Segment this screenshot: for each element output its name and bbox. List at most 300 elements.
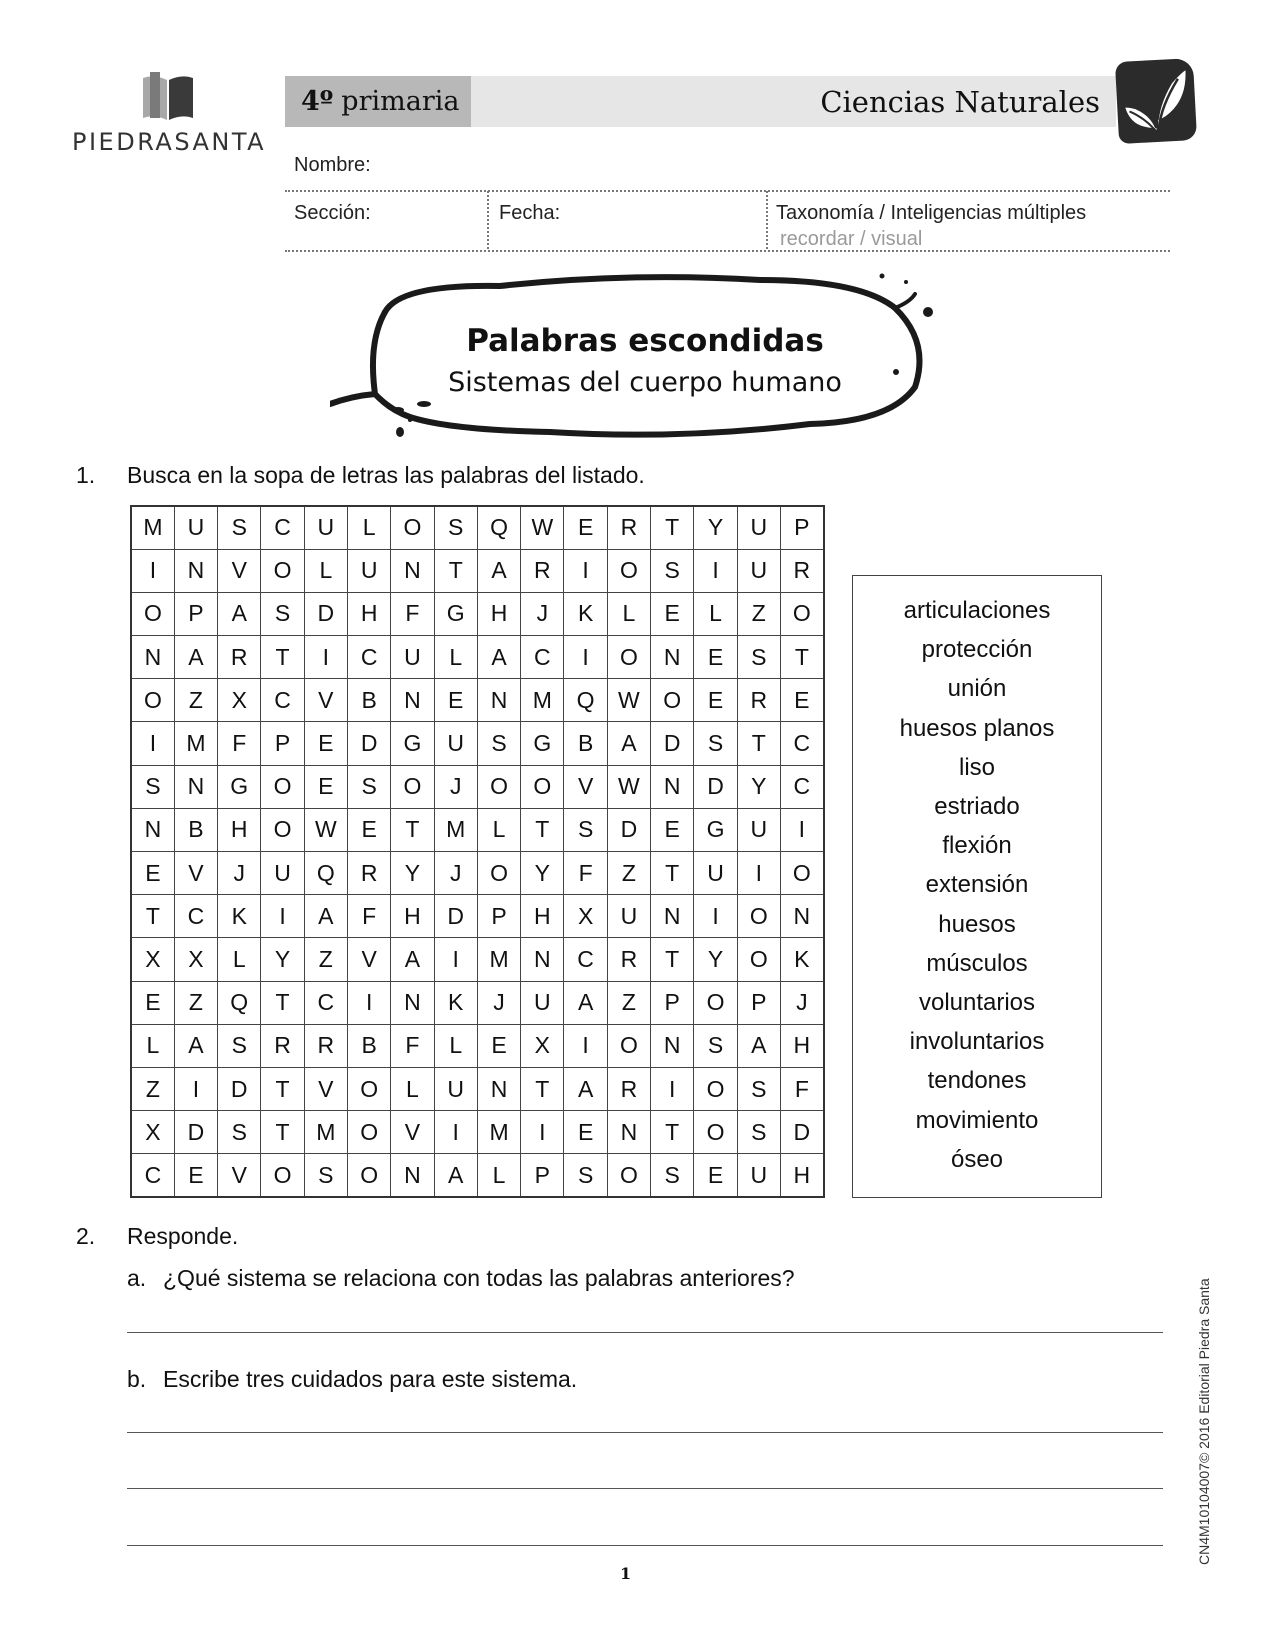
grid-letter-cell[interactable]: M — [521, 679, 564, 722]
grid-letter-cell[interactable]: J — [521, 592, 564, 635]
grid-letter-cell[interactable]: Y — [694, 506, 737, 549]
grid-letter-cell[interactable]: P — [477, 895, 520, 938]
grid-letter-cell[interactable]: S — [737, 1067, 780, 1110]
grid-row — [131, 1111, 824, 1154]
grid-letter-cell[interactable]: Q — [218, 981, 261, 1024]
grid-letter-cell[interactable]: C — [304, 981, 347, 1024]
book-logo-icon — [140, 72, 196, 122]
grid-letter-cell[interactable]: S — [347, 765, 390, 808]
grid-letter-cell[interactable]: N — [391, 549, 434, 592]
grid-letter-cell[interactable]: X — [131, 938, 174, 981]
grid-letter-cell[interactable]: A — [218, 592, 261, 635]
grid-letter-cell[interactable]: Q — [304, 852, 347, 895]
grid-letter-cell[interactable]: S — [651, 549, 694, 592]
grid-letter-cell[interactable]: I — [131, 549, 174, 592]
grid-letter-cell[interactable]: A — [434, 1154, 477, 1197]
grid-letter-cell[interactable]: A — [564, 981, 607, 1024]
grid-letter-cell[interactable]: C — [780, 765, 823, 808]
grid-letter-cell[interactable]: T — [521, 1067, 564, 1110]
grid-letter-cell[interactable]: M — [477, 1111, 520, 1154]
grid-letter-cell[interactable]: I — [521, 1111, 564, 1154]
word-list-item: unión — [947, 675, 1007, 703]
grid-letter-cell[interactable]: S — [477, 722, 520, 765]
grid-letter-cell[interactable]: F — [347, 895, 390, 938]
grid-letter-cell[interactable]: I — [564, 549, 607, 592]
answer-line[interactable] — [127, 1488, 1163, 1489]
grid-letter-cell[interactable]: U — [737, 808, 780, 851]
word-list-item: involuntarios — [909, 1028, 1045, 1056]
grid-letter-cell[interactable]: D — [347, 722, 390, 765]
grid-letter-cell[interactable]: I — [564, 636, 607, 679]
grid-letter-cell[interactable]: I — [131, 722, 174, 765]
grid-letter-cell[interactable]: K — [434, 981, 477, 1024]
worksheet-title: Palabras escondidas — [466, 323, 824, 359]
grid-letter-cell[interactable]: M — [304, 1111, 347, 1154]
copyright-text: CN4M10104007© 2016 Editorial Piedra Santa — [1196, 1278, 1212, 1565]
grid-letter-cell[interactable]: W — [304, 808, 347, 851]
grid-letter-cell[interactable]: E — [694, 1154, 737, 1197]
grid-letter-cell[interactable]: V — [174, 852, 217, 895]
grid-letter-cell[interactable]: R — [607, 938, 650, 981]
word-list-item: articulaciones — [903, 597, 1051, 624]
grid-letter-cell[interactable]: Y — [737, 765, 780, 808]
grid-letter-cell[interactable]: K — [780, 938, 823, 981]
grid-row — [131, 679, 824, 722]
grid-row — [131, 1067, 824, 1110]
grid-letter-cell[interactable]: O — [261, 549, 304, 592]
grid-letter-cell[interactable]: O — [607, 636, 650, 679]
grid-letter-cell[interactable]: G — [391, 722, 434, 765]
grid-letter-cell[interactable]: S — [694, 722, 737, 765]
grid-letter-cell[interactable]: Z — [174, 981, 217, 1024]
grid-letter-cell[interactable]: G — [434, 592, 477, 635]
grid-letter-cell[interactable]: L — [131, 1024, 174, 1067]
grid-letter-cell[interactable]: R — [218, 636, 261, 679]
grid-letter-cell[interactable]: B — [347, 679, 390, 722]
grid-letter-cell[interactable]: T — [261, 1111, 304, 1154]
grid-letter-cell[interactable]: L — [434, 1024, 477, 1067]
grid-letter-cell[interactable]: R — [607, 506, 650, 549]
grid-letter-cell[interactable]: I — [694, 895, 737, 938]
grid-letter-cell[interactable]: O — [477, 765, 520, 808]
word-list — [852, 575, 1102, 1198]
grid-letter-cell[interactable]: O — [694, 981, 737, 1024]
grid-letter-cell[interactable]: U — [521, 981, 564, 1024]
grid-letter-cell[interactable]: O — [694, 1111, 737, 1154]
grid-letter-cell[interactable]: P — [521, 1154, 564, 1197]
grid-letter-cell[interactable]: U — [434, 1067, 477, 1110]
answer-line[interactable] — [127, 1545, 1163, 1546]
grid-letter-cell[interactable]: U — [607, 895, 650, 938]
grid-letter-cell[interactable]: L — [694, 592, 737, 635]
subject-title: Ciencias Naturales — [471, 76, 1116, 127]
brand-name: PIEDRASANTA — [72, 128, 267, 156]
grid-letter-cell[interactable]: R — [607, 1067, 650, 1110]
grid-letter-cell[interactable]: N — [477, 1067, 520, 1110]
grid-letter-cell[interactable]: Y — [261, 938, 304, 981]
word-list-item: protección — [921, 636, 1033, 664]
grid-letter-cell[interactable]: E — [131, 981, 174, 1024]
grid-letter-cell[interactable]: T — [131, 895, 174, 938]
grid-letter-cell[interactable]: L — [304, 549, 347, 592]
grid-letter-cell[interactable]: O — [131, 679, 174, 722]
grid-letter-cell[interactable]: U — [347, 549, 390, 592]
grid-letter-cell[interactable]: X — [131, 1111, 174, 1154]
grid-letter-cell[interactable]: S — [651, 1154, 694, 1197]
word-list-item: óseo — [950, 1145, 1004, 1173]
answer-line[interactable] — [127, 1432, 1163, 1433]
grid-letter-cell[interactable]: N — [651, 895, 694, 938]
grid-row — [131, 895, 824, 938]
grid-letter-cell[interactable]: U — [304, 506, 347, 549]
grid-letter-cell[interactable]: A — [304, 895, 347, 938]
grid-letter-cell[interactable]: I — [174, 1067, 217, 1110]
subquestion-text: ¿Qué sistema se relaciona con todas las palabras anteriores? — [163, 1265, 795, 1291]
grid-letter-cell[interactable]: U — [737, 1154, 780, 1197]
grid-letter-cell[interactable]: G — [694, 808, 737, 851]
grid-letter-cell[interactable]: O — [131, 592, 174, 635]
grid-letter-cell[interactable]: H — [780, 1024, 823, 1067]
grid-letter-cell[interactable]: N — [131, 636, 174, 679]
grid-letter-cell[interactable]: T — [261, 636, 304, 679]
grid-letter-cell[interactable]: X — [218, 679, 261, 722]
grid-letter-cell[interactable]: H — [218, 808, 261, 851]
grid-letter-cell[interactable]: R — [261, 1024, 304, 1067]
grid-letter-cell[interactable]: B — [564, 722, 607, 765]
divider — [285, 190, 1170, 192]
grid-letter-cell[interactable]: C — [261, 506, 304, 549]
grid-letter-cell[interactable]: Z — [131, 1067, 174, 1110]
grid-letter-cell[interactable]: O — [477, 852, 520, 895]
grid-letter-cell[interactable]: J — [780, 981, 823, 1024]
grid-letter-cell[interactable]: A — [391, 938, 434, 981]
grid-letter-cell[interactable]: W — [607, 679, 650, 722]
grid-letter-cell[interactable]: D — [651, 722, 694, 765]
grid-letter-cell[interactable]: L — [218, 938, 261, 981]
grid-letter-cell[interactable]: I — [737, 852, 780, 895]
grid-letter-cell[interactable]: I — [261, 895, 304, 938]
grid-letter-cell[interactable]: N — [607, 1111, 650, 1154]
word-list-item: extensión — [925, 871, 1029, 899]
grid-letter-cell[interactable]: N — [521, 938, 564, 981]
grid-letter-cell[interactable]: G — [521, 722, 564, 765]
grid-letter-cell[interactable]: N — [391, 981, 434, 1024]
grid-letter-cell[interactable]: H — [347, 592, 390, 635]
grid-letter-cell[interactable]: S — [261, 592, 304, 635]
grid-letter-cell[interactable]: V — [391, 1111, 434, 1154]
grid-letter-cell[interactable]: H — [477, 592, 520, 635]
grid-letter-cell[interactable]: Y — [391, 852, 434, 895]
word-list-item: músculos — [926, 949, 1028, 977]
grid-letter-cell[interactable]: W — [607, 765, 650, 808]
grid-letter-cell[interactable]: L — [477, 1154, 520, 1197]
grid-letter-cell[interactable]: D — [218, 1067, 261, 1110]
grid-letter-cell[interactable]: D — [694, 765, 737, 808]
grid-letter-cell[interactable]: I — [651, 1067, 694, 1110]
grid-letter-cell[interactable]: X — [521, 1024, 564, 1067]
grid-letter-cell[interactable]: T — [261, 981, 304, 1024]
grid-letter-cell[interactable]: E — [564, 506, 607, 549]
grid-letter-cell[interactable]: S — [131, 765, 174, 808]
grid-letter-cell[interactable]: S — [304, 1154, 347, 1197]
grid-letter-cell[interactable]: E — [174, 1154, 217, 1197]
grid-letter-cell[interactable]: B — [347, 1024, 390, 1067]
grid-row — [131, 765, 824, 808]
grid-letter-cell[interactable]: V — [347, 938, 390, 981]
divider — [487, 191, 489, 249]
grid-letter-cell[interactable]: N — [651, 765, 694, 808]
grid-letter-cell[interactable]: O — [391, 506, 434, 549]
grid-letter-cell[interactable]: A — [174, 636, 217, 679]
grid-letter-cell[interactable]: N — [651, 1024, 694, 1067]
divider — [766, 191, 768, 249]
grid-row — [131, 506, 824, 549]
grid-letter-cell[interactable]: F — [780, 1067, 823, 1110]
grid-letter-cell[interactable]: U — [261, 852, 304, 895]
grid-letter-cell[interactable]: F — [564, 852, 607, 895]
grid-letter-cell[interactable]: L — [347, 506, 390, 549]
grid-letter-cell[interactable]: C — [521, 636, 564, 679]
grid-letter-cell[interactable]: J — [434, 765, 477, 808]
leaf-icon — [1115, 58, 1197, 144]
grid-letter-cell[interactable]: P — [651, 981, 694, 1024]
grid-letter-cell[interactable]: O — [607, 549, 650, 592]
grid-letter-cell[interactable]: O — [391, 765, 434, 808]
grid-letter-cell[interactable]: S — [434, 506, 477, 549]
grid-letter-cell[interactable]: O — [261, 1154, 304, 1197]
grid-letter-cell[interactable]: D — [434, 895, 477, 938]
grid-letter-cell[interactable]: W — [521, 506, 564, 549]
grid-letter-cell[interactable]: K — [564, 592, 607, 635]
grid-letter-cell[interactable]: V — [564, 765, 607, 808]
grid-letter-cell[interactable]: B — [174, 808, 217, 851]
grid-row — [131, 938, 824, 981]
grid-letter-cell[interactable]: J — [477, 981, 520, 1024]
divider — [285, 250, 1170, 252]
grid-letter-cell[interactable]: C — [780, 722, 823, 765]
grid-letter-cell[interactable]: N — [780, 895, 823, 938]
question-text: Busca en la sopa de letras las palabras del listado. — [127, 462, 645, 488]
grid-letter-cell[interactable]: D — [780, 1111, 823, 1154]
grid-letter-cell[interactable]: O — [780, 852, 823, 895]
grid-letter-cell[interactable]: T — [521, 808, 564, 851]
grid-letter-cell[interactable]: L — [391, 1067, 434, 1110]
grid-letter-cell[interactable]: E — [651, 592, 694, 635]
grid-letter-cell[interactable]: X — [174, 938, 217, 981]
grid-letter-cell[interactable]: Z — [607, 981, 650, 1024]
grid-letter-cell[interactable]: R — [347, 852, 390, 895]
grid-letter-cell[interactable]: U — [694, 852, 737, 895]
grid-letter-cell[interactable]: C — [347, 636, 390, 679]
grid-letter-cell[interactable]: U — [434, 722, 477, 765]
grid-letter-cell[interactable]: T — [780, 636, 823, 679]
grid-letter-cell[interactable]: I — [780, 808, 823, 851]
grid-letter-cell[interactable]: C — [131, 1154, 174, 1197]
grid-letter-cell[interactable]: S — [737, 636, 780, 679]
grid-letter-cell[interactable]: E — [131, 852, 174, 895]
grid-letter-cell[interactable]: R — [304, 1024, 347, 1067]
grid-letter-cell[interactable]: E — [304, 765, 347, 808]
grid-letter-cell[interactable]: S — [564, 808, 607, 851]
grid-letter-cell[interactable]: U — [391, 636, 434, 679]
grid-letter-cell[interactable]: D — [304, 592, 347, 635]
grid-letter-cell[interactable]: O — [651, 679, 694, 722]
grid-letter-cell[interactable]: Q — [564, 679, 607, 722]
grid-letter-cell[interactable]: C — [564, 938, 607, 981]
word-search-grid[interactable] — [130, 505, 825, 1198]
grid-letter-cell[interactable]: T — [651, 938, 694, 981]
grid-letter-cell[interactable]: T — [651, 1111, 694, 1154]
page-number: 1 — [620, 1564, 632, 1583]
grid-letter-cell[interactable]: Z — [737, 592, 780, 635]
grid-letter-cell[interactable]: V — [218, 1154, 261, 1197]
grid-letter-cell[interactable]: M — [477, 938, 520, 981]
grid-letter-cell[interactable]: J — [218, 852, 261, 895]
grid-letter-cell[interactable]: E — [694, 636, 737, 679]
grid-letter-cell[interactable]: S — [737, 1111, 780, 1154]
grid-letter-cell[interactable]: E — [651, 808, 694, 851]
grid-letter-cell[interactable]: V — [218, 549, 261, 592]
grid-letter-cell[interactable]: E — [564, 1111, 607, 1154]
grid-letter-cell[interactable]: I — [434, 938, 477, 981]
grid-letter-cell[interactable]: T — [261, 1067, 304, 1110]
grid-letter-cell[interactable]: E — [780, 679, 823, 722]
grid-letter-cell[interactable]: O — [694, 1067, 737, 1110]
grid-letter-cell[interactable]: I — [434, 1111, 477, 1154]
grid-letter-cell[interactable]: E — [434, 679, 477, 722]
taxonomia-label: Taxonomía / Inteligencias múltiples — [776, 202, 1087, 224]
grid-letter-cell[interactable]: O — [347, 1067, 390, 1110]
grid-letter-cell[interactable]: R — [737, 679, 780, 722]
grid-letter-cell[interactable]: J — [434, 852, 477, 895]
grid-letter-cell[interactable]: O — [521, 765, 564, 808]
grid-letter-cell[interactable]: L — [477, 808, 520, 851]
grid-letter-cell[interactable]: E — [304, 722, 347, 765]
grid-letter-cell[interactable]: M — [174, 722, 217, 765]
grid-letter-cell[interactable]: K — [218, 895, 261, 938]
grid-letter-cell[interactable]: A — [737, 1024, 780, 1067]
grid-letter-cell[interactable]: N — [391, 679, 434, 722]
grid-letter-cell[interactable]: I — [694, 549, 737, 592]
grid-row — [131, 592, 824, 635]
grid-letter-cell[interactable]: O — [737, 895, 780, 938]
grid-letter-cell[interactable]: O — [780, 592, 823, 635]
grid-letter-cell[interactable]: Z — [174, 679, 217, 722]
grid-letter-cell[interactable]: L — [434, 636, 477, 679]
grid-letter-cell[interactable]: P — [261, 722, 304, 765]
grid-letter-cell[interactable]: U — [174, 506, 217, 549]
grid-letter-cell[interactable]: A — [174, 1024, 217, 1067]
grid-letter-cell[interactable]: T — [651, 852, 694, 895]
grid-letter-cell[interactable]: V — [304, 1067, 347, 1110]
grid-letter-cell[interactable]: T — [651, 506, 694, 549]
word-list-item: estriado — [934, 793, 1020, 821]
grid-letter-cell[interactable]: A — [477, 636, 520, 679]
grade-label — [285, 76, 471, 127]
grid-letter-cell[interactable]: N — [174, 549, 217, 592]
grid-letter-cell[interactable]: R — [521, 549, 564, 592]
grid-letter-cell[interactable]: D — [607, 808, 650, 851]
grid-letter-cell[interactable]: E — [347, 808, 390, 851]
grid-letter-cell[interactable]: H — [780, 1154, 823, 1197]
grid-letter-cell[interactable]: T — [737, 722, 780, 765]
grid-letter-cell[interactable]: F — [218, 722, 261, 765]
question-text: Responde. — [127, 1223, 239, 1249]
worksheet-subtitle: Sistemas del cuerpo humano — [448, 367, 842, 398]
grid-letter-cell[interactable]: S — [694, 1024, 737, 1067]
grid-letter-cell[interactable]: Z — [607, 852, 650, 895]
grid-letter-cell[interactable]: A — [477, 549, 520, 592]
grid-letter-cell[interactable]: Y — [521, 852, 564, 895]
grid-letter-cell[interactable]: N — [131, 808, 174, 851]
grid-letter-cell[interactable]: T — [434, 549, 477, 592]
grid-letter-cell[interactable]: D — [174, 1111, 217, 1154]
grid-letter-cell[interactable]: C — [174, 895, 217, 938]
grid-letter-cell[interactable]: I — [564, 1024, 607, 1067]
grid-letter-cell[interactable]: O — [737, 938, 780, 981]
grid-letter-cell[interactable]: A — [564, 1067, 607, 1110]
grid-letter-cell[interactable]: N — [651, 636, 694, 679]
grid-letter-cell[interactable]: I — [347, 981, 390, 1024]
grid-letter-cell[interactable]: F — [391, 1024, 434, 1067]
grid-letter-cell[interactable]: P — [174, 592, 217, 635]
grid-letter-cell[interactable]: N — [477, 679, 520, 722]
grid-letter-cell[interactable]: O — [607, 1024, 650, 1067]
word-list-item: voluntarios — [918, 989, 1036, 1017]
grid-letter-cell[interactable]: E — [694, 679, 737, 722]
grid-letter-cell[interactable]: V — [304, 679, 347, 722]
grid-letter-cell[interactable]: U — [737, 549, 780, 592]
grid-letter-cell[interactable]: X — [564, 895, 607, 938]
grid-letter-cell[interactable]: S — [564, 1154, 607, 1197]
grid-letter-cell[interactable]: U — [737, 506, 780, 549]
grid-letter-cell[interactable]: E — [477, 1024, 520, 1067]
grid-letter-cell[interactable]: L — [607, 592, 650, 635]
grid-letter-cell[interactable]: O — [607, 1154, 650, 1197]
grid-letter-cell[interactable]: O — [347, 1154, 390, 1197]
subquestion-text: Escribe tres cuidados para este sistema. — [163, 1366, 578, 1392]
grid-letter-cell[interactable]: S — [218, 1111, 261, 1154]
fecha-label: Fecha: — [499, 202, 561, 224]
answer-line[interactable] — [127, 1332, 1163, 1333]
grid-letter-cell[interactable]: H — [521, 895, 564, 938]
grid-row — [131, 549, 824, 592]
grid-letter-cell[interactable]: R — [780, 549, 823, 592]
grid-letter-cell[interactable]: O — [261, 765, 304, 808]
grid-letter-cell[interactable]: N — [391, 1154, 434, 1197]
grid-letter-cell[interactable]: S — [218, 1024, 261, 1067]
grid-letter-cell[interactable]: Q — [477, 506, 520, 549]
grid-letter-cell[interactable]: M — [434, 808, 477, 851]
grid-letter-cell[interactable]: O — [347, 1111, 390, 1154]
grid-letter-cell[interactable]: I — [304, 636, 347, 679]
grid-letter-cell[interactable]: Z — [304, 938, 347, 981]
subquestion-letter: a. — [127, 1265, 147, 1291]
grid-letter-cell[interactable]: M — [131, 506, 174, 549]
grid-letter-cell[interactable]: Y — [694, 938, 737, 981]
grid-letter-cell[interactable]: F — [391, 592, 434, 635]
grid-letter-cell[interactable]: T — [391, 808, 434, 851]
grid-letter-cell[interactable]: O — [261, 808, 304, 851]
grid-letter-cell[interactable]: P — [780, 506, 823, 549]
grid-letter-cell[interactable]: N — [174, 765, 217, 808]
grid-letter-cell[interactable]: H — [391, 895, 434, 938]
grid-letter-cell[interactable]: C — [261, 679, 304, 722]
grid-letter-cell[interactable]: P — [737, 981, 780, 1024]
grid-letter-cell[interactable]: S — [218, 506, 261, 549]
grid-letter-cell[interactable]: A — [607, 722, 650, 765]
grid-letter-cell[interactable]: G — [218, 765, 261, 808]
